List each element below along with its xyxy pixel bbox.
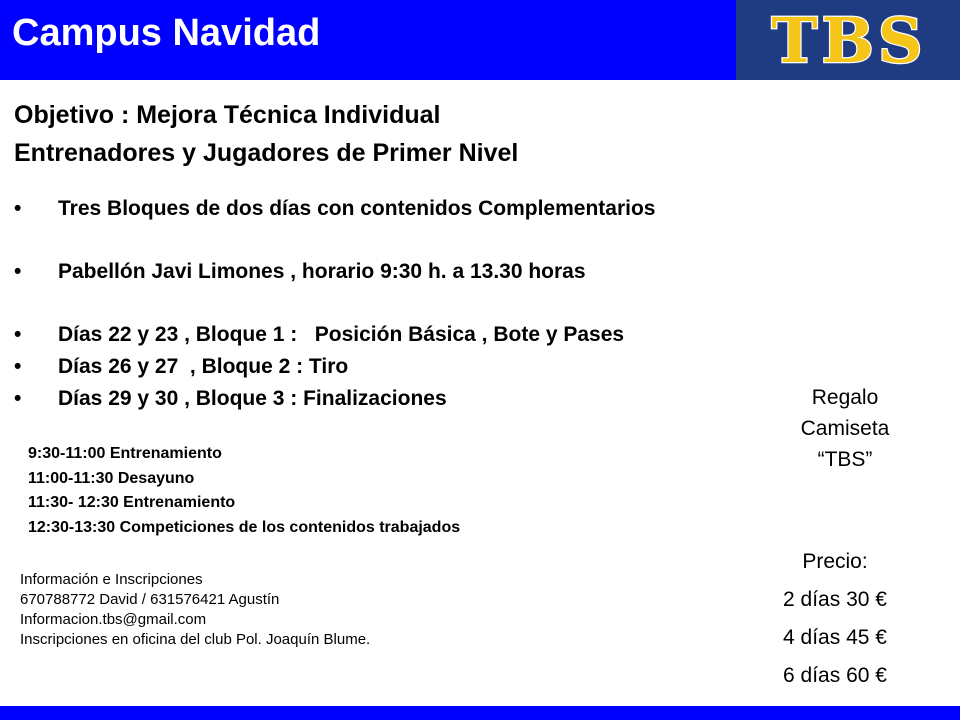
price-label: Precio: [802, 550, 868, 573]
gift-line: Camiseta [800, 417, 890, 440]
bullet-icon: • [14, 260, 22, 283]
gift-line: Regalo [811, 386, 879, 409]
schedule-block [28, 442, 460, 540]
schedule-line: 12:30-13:30 Competiciones de los contenidos trabajados [28, 518, 461, 536]
list-item [14, 196, 655, 222]
schedule-line: 11:00-11:30 Desayuno [28, 469, 195, 487]
contact-line: 670788772 David / 631576421 Agustín [20, 591, 280, 608]
tbs-logo-icon [744, 6, 954, 74]
list-item-text: Tres Bloques de dos días con contenidos Complementarios [58, 197, 656, 220]
list-item-text: Pabellón Javi Limones , horario 9:30 h. a 13.30 horas [58, 260, 586, 283]
list-item [14, 386, 447, 412]
list-item-text: Días 26 y 27 , Bloque 2 : Tiro [58, 355, 349, 378]
bullet-icon: • [14, 197, 22, 220]
contact-block [20, 570, 370, 650]
list-item-text: Días 22 y 23 , Bloque 1 : Posición Básica , Bote y Pases [58, 323, 625, 346]
tbs-logo [736, 0, 960, 80]
svg-text:TBS: TBS [771, 6, 927, 74]
bullet-icon: • [14, 387, 22, 410]
list-item [14, 322, 624, 348]
gift-line: “TBS” [817, 448, 873, 471]
bullet-icon: • [14, 355, 22, 378]
contact-email: Informacion.tbs@gmail.com [20, 611, 207, 628]
schedule-line: 11:30- 12:30 Entrenamiento [28, 494, 236, 511]
price-item: 6 días 60 € [783, 664, 887, 687]
page-title: Campus Navidad [12, 12, 321, 54]
contact-line: Inscripciones en oficina del club Pol. Joaquín Blume. [20, 631, 371, 648]
list-item [14, 354, 348, 380]
header-banner [0, 0, 960, 80]
schedule-line: 9:30-11:00 Entrenamiento [28, 445, 222, 462]
footer-bar [0, 706, 960, 720]
list-item [14, 259, 586, 285]
gift-block [770, 382, 920, 475]
price-item: 4 días 45 € [783, 626, 887, 649]
objective-line: Objetivo : Mejora Técnica Individual [14, 101, 441, 129]
price-block [760, 543, 910, 695]
objective-line: Entrenadores y Jugadores de Primer Nivel [14, 139, 519, 167]
bullet-icon: • [14, 323, 22, 346]
contact-line: Información e Inscripciones [20, 571, 203, 588]
list-item-text: Días 29 y 30 , Bloque 3 : Finalizaciones [58, 387, 447, 410]
objective-block [14, 96, 518, 172]
price-item: 2 días 30 € [783, 588, 887, 611]
